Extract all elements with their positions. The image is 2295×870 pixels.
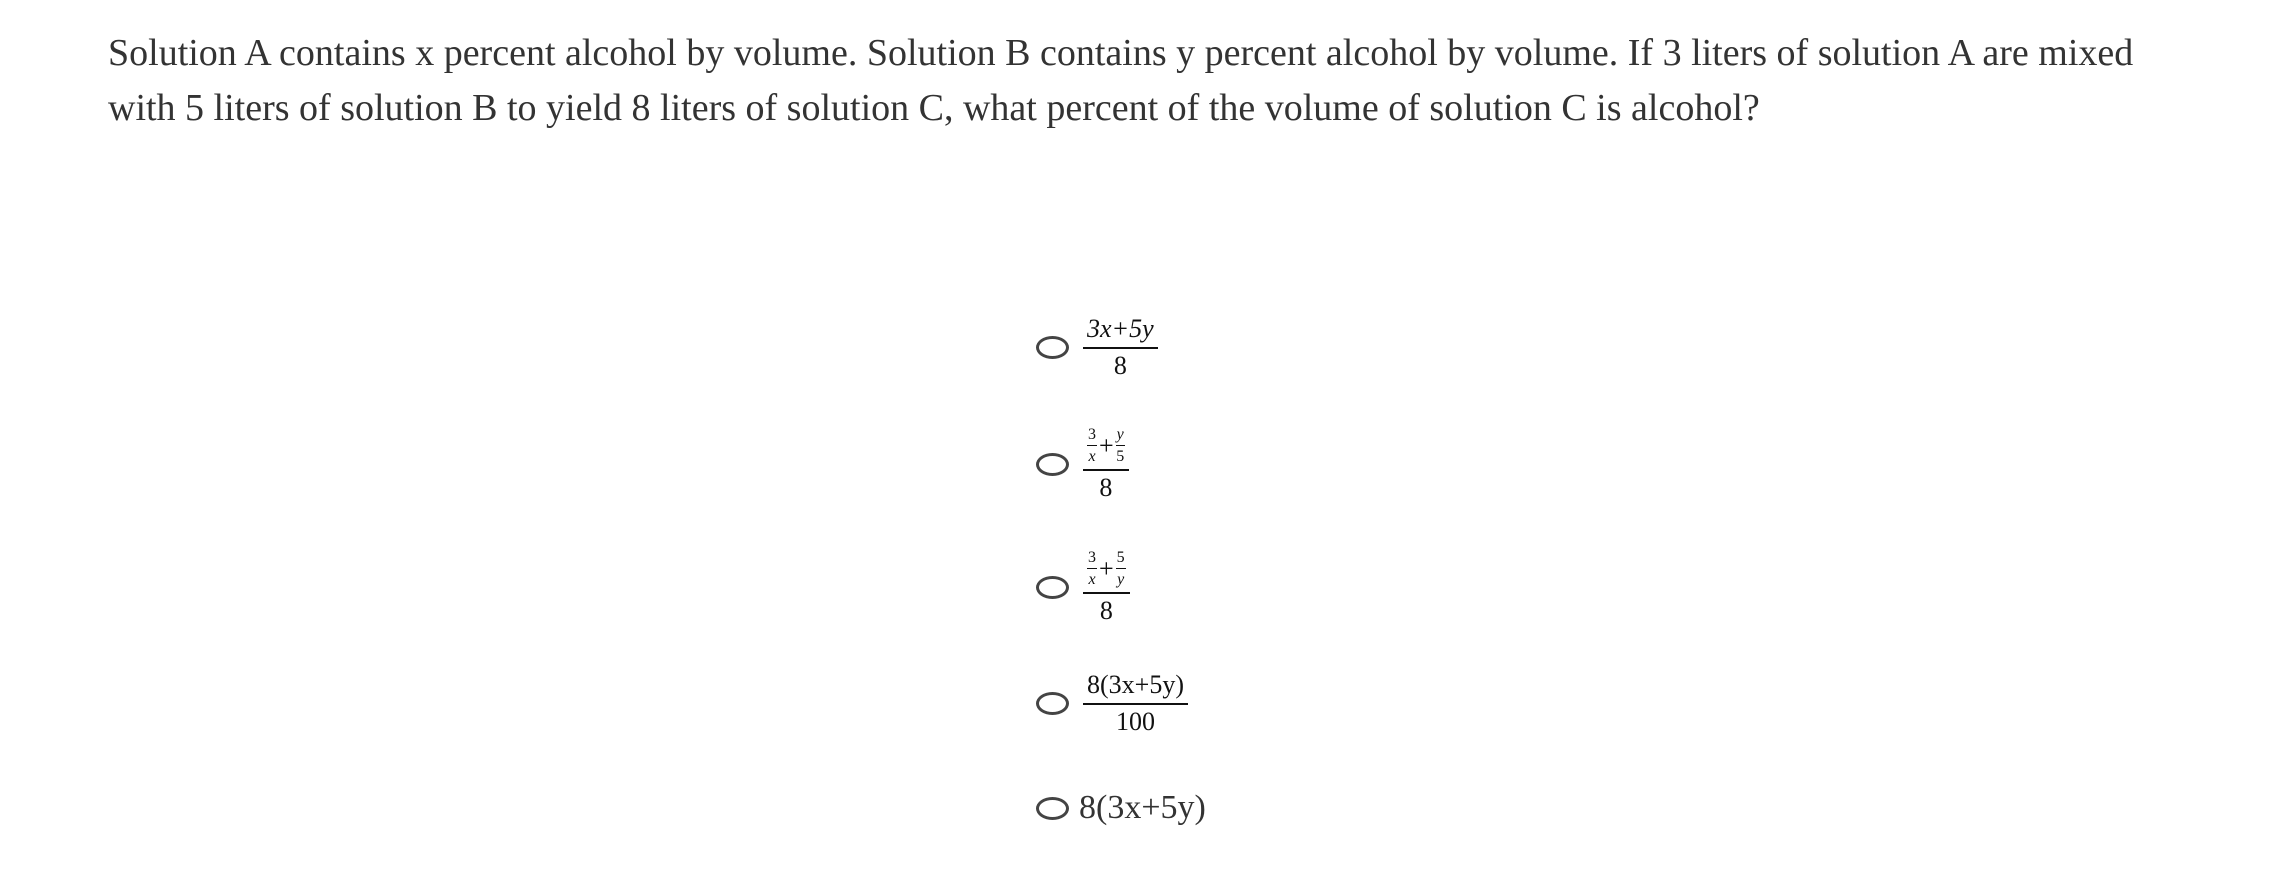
option-5-text: 8(3x+5y)	[1079, 789, 1206, 826]
option-1-denominator: 8	[1113, 351, 1127, 380]
radio-button[interactable]	[1036, 336, 1069, 359]
option-3-num-frac2-top: 5	[1116, 549, 1126, 569]
option-2-num-frac1-bottom: x	[1088, 448, 1096, 465]
option-3-denominator: 8	[1099, 596, 1113, 625]
radio-button[interactable]	[1036, 797, 1069, 820]
option-2-plus: +	[1099, 431, 1114, 460]
option-3-expression	[1083, 549, 1130, 626]
radio-button[interactable]	[1036, 576, 1069, 599]
radio-button[interactable]	[1036, 453, 1069, 476]
question-text: Solution A contains x percent alcohol by volume. Solution B contains y percent alcohol by volume. If 3 liters of solution A are mixed with 5 liters of solution B to yield 8 liters of solution C, what percent of the volume of solution C is alcohol?	[108, 32, 2134, 129]
option-2-expression	[1083, 426, 1129, 503]
option-3-num-frac1-bottom: x	[1088, 571, 1096, 588]
answer-option-4[interactable]	[1036, 670, 1188, 737]
option-3-num-frac2-bottom: y	[1117, 571, 1125, 588]
option-2-num-frac2-top: y	[1116, 426, 1125, 446]
answer-option-3[interactable]	[1036, 549, 1130, 626]
option-4-expression	[1083, 670, 1188, 737]
option-4-numerator: 8(3x+5y)	[1083, 670, 1188, 705]
answer-option-2[interactable]	[1036, 426, 1129, 503]
option-1-numerator: 3x+5y	[1083, 314, 1158, 349]
option-3-plus: +	[1099, 554, 1114, 583]
option-1-expression	[1083, 314, 1158, 381]
answer-option-5[interactable]	[1036, 789, 1206, 827]
option-2-num-frac2-bottom: 5	[1116, 448, 1125, 465]
option-2-denominator: 8	[1099, 473, 1113, 502]
option-2-num-frac1-top: 3	[1087, 426, 1097, 446]
option-4-denominator: 100	[1115, 707, 1155, 736]
radio-button[interactable]	[1036, 692, 1069, 715]
option-3-num-frac1-top: 3	[1087, 549, 1097, 569]
answer-option-1[interactable]	[1036, 314, 1158, 381]
